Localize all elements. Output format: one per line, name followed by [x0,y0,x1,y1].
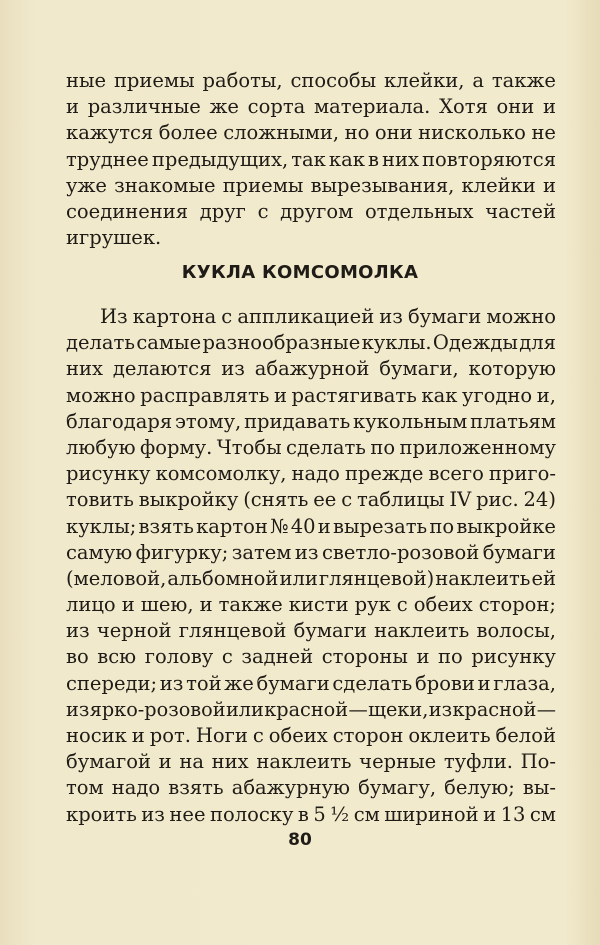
text-line [66,356,556,382]
word: светло-розовой [322,540,480,564]
word: сделать [332,671,413,695]
word: повторяются [421,147,556,171]
word: а [472,69,484,92]
word: угодно [461,383,533,407]
word: всю [97,645,137,669]
word: растягивать [291,383,417,407]
word: в [367,147,379,171]
text-line [66,199,556,225]
paragraph-continued [66,68,556,251]
word: той [186,671,222,695]
word: наклеить [256,750,352,774]
word: с [221,305,233,328]
word: нее [169,802,206,826]
word: вырезать [332,514,428,538]
word: и [273,383,287,407]
text-line [66,330,556,356]
word: абажурную [231,776,351,800]
word: комсомолку, [155,462,287,486]
word: надо [291,462,340,486]
word: приемы [222,173,304,197]
word: см [529,802,556,826]
word: 5 [313,802,326,826]
word: из [221,357,245,381]
word: способы [290,69,377,92]
word: из [379,305,403,328]
word: брови [414,671,475,695]
word: волосы, [476,619,556,643]
text-line [66,173,556,199]
word: выкройку [138,488,239,512]
text-line [66,514,556,540]
word: ярко-розовой [89,697,226,721]
word: лицо [66,593,116,617]
word: спереди; [66,671,158,695]
word: клейки [461,173,536,197]
word: из [66,697,90,721]
word: работы, [202,69,283,92]
word: ½ [330,802,350,826]
word: и [477,671,491,695]
word: носик [66,724,127,747]
word: всего [428,462,484,486]
word: же [224,671,254,695]
word: приложенному [399,435,556,459]
word: туфли. [443,750,513,774]
text-line [66,566,556,592]
text-line [66,723,556,749]
word: черной [96,619,172,643]
word: самую [66,540,133,564]
word: глаза, [493,671,556,695]
word: бумаги [293,619,367,643]
word: голову [144,645,214,669]
word: взять [168,776,224,800]
text-line [66,383,556,409]
word: или [225,697,264,721]
word: и, [536,383,556,407]
word: рисунку [471,645,556,669]
word: они [496,95,535,119]
word: как [421,383,458,407]
word: не [531,121,556,145]
word: шею, [140,593,194,617]
word: альбомной [167,566,279,590]
word: расправлять [140,383,270,407]
word: задней [241,645,314,669]
word: придавать [244,409,351,433]
word: них [381,147,419,171]
text-line [66,644,556,670]
word: обеих [413,593,473,617]
word: полоску [209,802,294,826]
text-line [66,225,556,251]
word: щеки, [368,697,429,721]
word: наклеить [374,619,470,643]
word: товить [66,488,134,512]
text-line [66,697,556,723]
word: красной [264,697,349,721]
word: 40 [290,514,316,538]
word: них [211,750,249,774]
word: по [429,514,455,538]
word: (снять [243,488,309,512]
word: Одежды [432,331,518,355]
text-line [66,120,556,146]
word: и [66,95,79,119]
word: различные [87,95,201,119]
word: стороны [321,645,408,669]
word: по [370,435,396,459]
word: см [353,802,380,826]
word: них [66,357,103,381]
word: и [158,750,172,774]
word: наклеить [435,566,531,590]
word: — [536,697,556,721]
word: затем [231,540,292,564]
text-line [66,304,556,330]
word: 13 [500,802,526,826]
word: уже [66,173,107,197]
word: и [483,802,497,826]
word: бумаги, [379,357,459,381]
word: IV [449,488,472,512]
word: сорта [247,95,306,119]
word: и [416,645,430,669]
word: По- [520,750,556,774]
word: отдельных [364,199,474,223]
word: игрушек. [66,226,162,250]
word: любую [66,435,136,459]
paragraph-main [66,304,556,828]
word: и [131,724,145,747]
word: бумагу, [358,776,437,800]
word: черные [359,750,437,774]
word: таблицы [356,488,445,512]
word: оклеить [408,724,491,747]
word: кажутся [66,121,154,145]
text-line [66,618,556,644]
word: ее [313,488,337,512]
word: рук [354,593,391,617]
text-line [66,68,556,94]
word: Ноги [195,724,248,747]
word: разнообразные [202,331,361,355]
word: с [396,593,408,617]
page-number: 80 [288,830,312,850]
word: бумаги [256,671,330,695]
word: вырезывания, [310,173,455,197]
word: но [344,121,370,145]
word: шириной [384,802,479,826]
word: из [159,671,184,695]
word: Из [100,305,128,328]
word: глянцевой) [318,566,435,590]
word: клейки, [383,69,465,92]
word: платьям [470,409,556,433]
word: сложными, [223,121,340,145]
word: 24) [523,488,556,512]
word: соединения [66,199,189,223]
text-line [66,409,556,435]
word: № [270,514,289,538]
word: которую [468,357,556,381]
word: — [348,697,368,721]
word: другом [280,199,354,223]
word: же [209,95,239,119]
text-line [66,540,556,566]
word: аппликацией [237,305,375,328]
word: взять [138,514,194,538]
word: бумаги [482,540,556,564]
word: по [438,645,463,669]
word: из [66,619,90,643]
word: нисколько [418,121,526,145]
word: бумаги [408,305,482,328]
text-line [66,147,556,173]
word: Хотя [439,95,488,119]
word: белой [495,724,556,747]
word: красной [452,697,537,721]
text-line [66,802,556,828]
word: знакомые [114,173,216,197]
word: из [294,540,319,564]
word: во [66,645,89,669]
word: картона [132,305,217,328]
word: с [252,724,264,747]
word: более [158,121,218,145]
word: абажурной [254,357,370,381]
word: частей [485,199,556,223]
text-line [66,775,556,801]
word: труднее [66,147,149,171]
text-line [66,749,556,775]
word: белую; [444,776,515,800]
word: форму. [139,435,213,459]
word: для [519,331,556,355]
word: они [374,121,413,145]
word: Чтобы [216,435,282,459]
word: и [199,593,213,617]
word: с [341,488,353,512]
word: можно [66,383,136,407]
word: так [291,147,326,171]
word: или [279,566,318,590]
word: обеих [268,724,328,747]
word: друг [199,199,246,223]
word: и [317,514,331,538]
word: кисти [288,593,349,617]
word: благодаря [66,409,173,433]
word: приго- [488,462,556,486]
word: надо [111,776,161,800]
word: картон [196,514,268,538]
word: и [542,173,556,197]
word: приемы [113,69,195,92]
word: куклы. [361,331,432,355]
word: (меловой, [66,566,167,590]
text-line [66,435,556,461]
word: куклы; [66,514,137,538]
word: ные [66,69,107,92]
word: самые [136,331,202,355]
word: рот. [149,724,191,747]
word: фигурку; [135,540,229,564]
word: рис. [476,488,519,512]
word: ей [531,566,556,590]
word: также [491,69,556,92]
word: сделать [286,435,366,459]
word: в [297,802,309,826]
word: кукольным [353,409,468,433]
text-line [66,592,556,618]
word: также [218,593,283,617]
word: бумагой [66,750,151,774]
word: на [179,750,204,774]
text-line [66,487,556,513]
text-line [66,671,556,697]
word: из [428,697,453,721]
word: глянцевой [178,619,287,643]
text-line [66,94,556,120]
word: материала. [313,95,431,119]
word: и [121,593,135,617]
word: сторон; [478,593,556,617]
word: делать [66,331,135,355]
word: прежде [344,462,424,486]
word: можно [486,305,556,328]
word: выкройке [456,514,556,538]
word: предыдущих, [151,147,289,171]
word: и [542,95,556,119]
word: из [141,802,165,826]
word: с [257,199,269,223]
text-line [66,461,556,487]
word: вы- [522,776,556,800]
word: том [66,776,104,800]
word: с [221,645,233,669]
word: кроить [66,802,137,826]
word: сторон [332,724,404,747]
section-heading: КУКЛА КОМСОМОЛКА [181,262,419,283]
word: этому, [174,409,242,433]
word: рисунку [66,462,151,486]
word: как [328,147,365,171]
word: делаются [112,357,212,381]
